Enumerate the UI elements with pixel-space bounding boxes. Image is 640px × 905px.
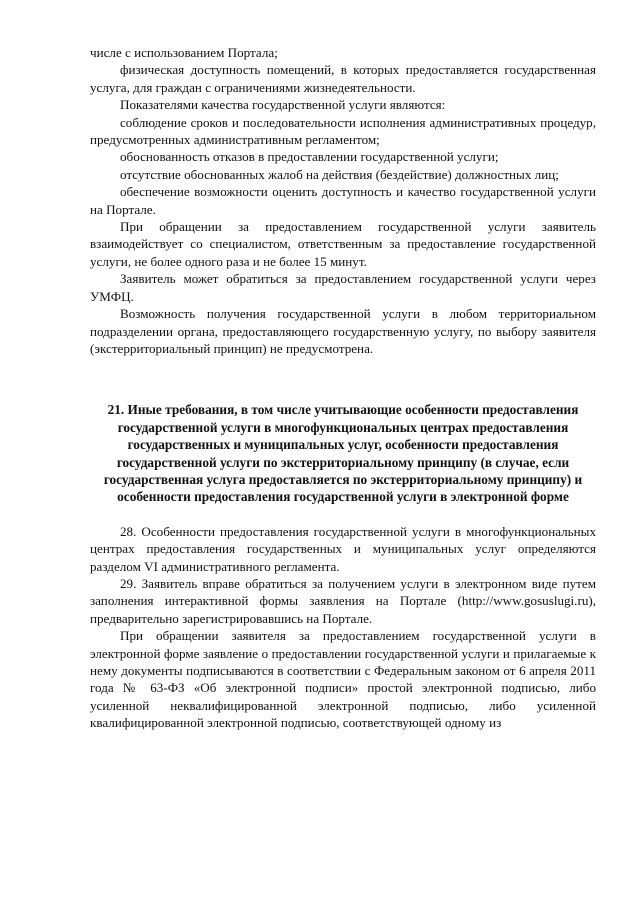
- paragraph-10: Возможность получения государственной услуги в любом территориальном подразделении органа, предоставляющего государственную услугу, по выбору заявителя (экстерриториальный принцип) не предусмотрена.: [90, 306, 596, 356]
- paragraph-2: физическая доступность помещений, в которых предоставляется государственная услуга, для граждан с ограничениями жизнедеятельности.: [90, 62, 596, 95]
- paragraph-1: числе с использованием Портала;: [90, 45, 278, 60]
- document-page: [90, 44, 596, 732]
- paragraph-29: 29. Заявитель вправе обратиться за получением услуги в электронном виде путем заполнения интерактивной формы заявления на Портале (http://www.gosuslugi.ru), предварительно зарегистрировавшись на Портале.: [90, 575, 596, 626]
- paragraph-7: обеспечение возможности оценить доступность и качество государственной услуги на Портале.: [90, 184, 596, 217]
- paragraph-signature: При обращении заявителя за предоставлением государственной услуги в электронной форме заявление о предоставлении государственной услуги и прилагаемые к нему документы подписываются в соответствии с Федеральным законом от 6 апреля 2011 года № 63-ФЗ «Об электронной подписи» простой электронной подписью, либо усиленной неквалифицированной электронной подписью, либо усиленной квалифицированной электронной подписью, соответствующей одному из: [90, 628, 596, 731]
- paragraph-8: При обращении за предоставлением государственной услуги заявитель взаимодействует со специалистом, ответственным за предоставление государственной услуги, не более одного раза и не более 15 минут.: [90, 219, 596, 269]
- paragraph-28: 28. Особенности предоставления государственной услуги в многофункциональных центрах предоставления государственных и муниципальных услуг определяются разделом VI административного регламента.: [90, 523, 596, 574]
- paragraph-3: Показателями качества государственной услуги являются:: [120, 97, 446, 113]
- paragraph-9: Заявитель может обратиться за предоставлением государственной услуги через УМФЦ.: [90, 271, 596, 304]
- spacer: [90, 506, 596, 523]
- paragraph-6: отсутствие обоснованных жалоб на действия (бездействие) должностных лиц;: [120, 166, 559, 182]
- paragraph-5: обоснованность отказов в предоставлении государственной услуги;: [120, 149, 499, 165]
- section-heading: 21. Иные требования, в том числе учитывающие особенности предоставления государственной услуги в многофункциональных центрах предоставления государственных и муниципальных услуг, особенности предоставления государственной услуги по экстерриториальному принципу (в случае, если государственная услуга предоставляется по экстерриториальному принципу) и особенности предоставления государственной услуги в электронной форме: [103, 402, 583, 505]
- paragraph-4: соблюдение сроков и последовательности исполнения административных процедур, предусмотренных административным регламентом;: [90, 114, 596, 148]
